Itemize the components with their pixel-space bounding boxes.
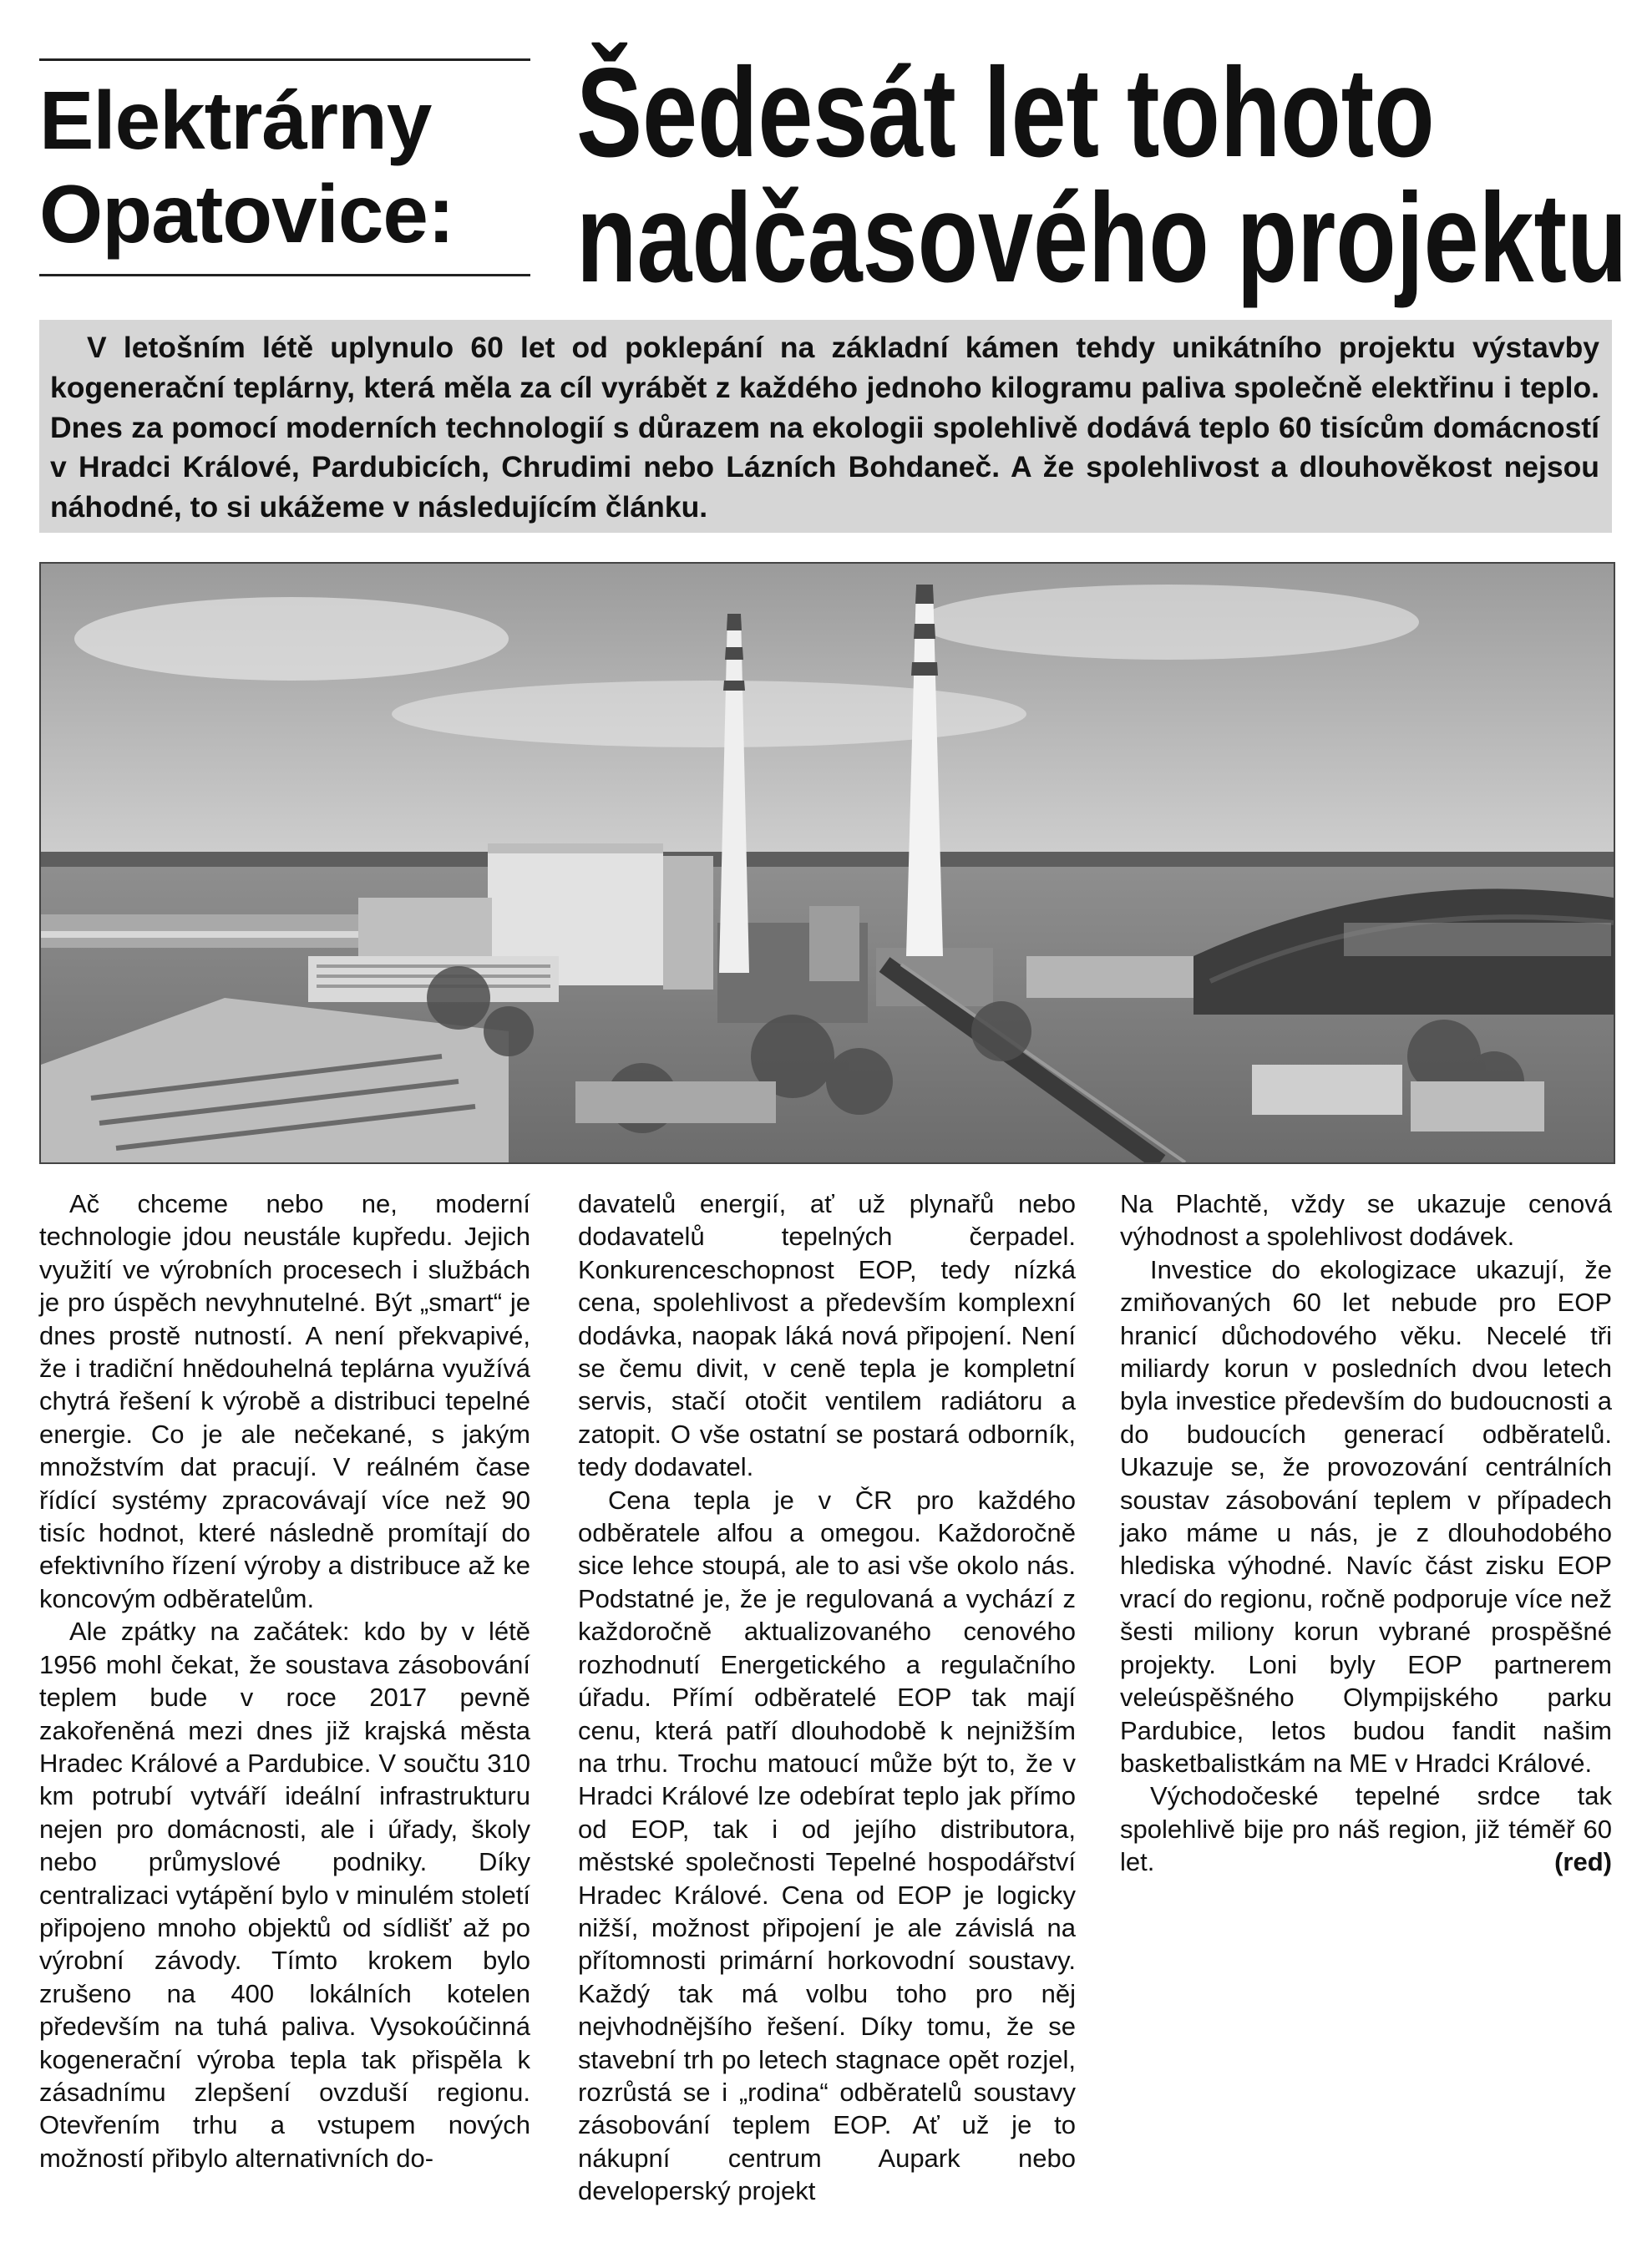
kicker-line-2: Opatovice: xyxy=(39,168,454,260)
paragraph: Východočeské tepelné srdce tak spolehlivě bije pro náš region, již téměř 60 let. xyxy=(1120,1781,1612,1877)
kicker-line-1: Elektrárny xyxy=(39,74,432,166)
power-plant-photo xyxy=(39,562,1615,1164)
paragraph: Na Plachtě, vždy se ukazuje cenová výhodnost a spolehlivost dodávek. xyxy=(1120,1189,1612,1252)
lead-text: V letošním létě uplynulo 60 let od poklepání na základní kámen tehdy unikátního projektu výstavby kogenerační teplárny, která měla za cíl vyrábět z každého jednoho kilogramu paliva společně elektřinu i teplo. Dnes za pomocí moderních technologií s důrazem na ekologii spolehlivě dodává teplo 60 tisícům domácností v Hradci Králové, Pardubicích, Chrudimi nebo Lázních Bohdaneč. A že spolehlivost a dlouhověkost nejsou náhodné, to si ukážeme v následujícím článku. xyxy=(50,331,1599,524)
headline xyxy=(576,42,1628,309)
author-signature: (red) xyxy=(1554,1847,1612,1877)
kicker xyxy=(39,73,540,261)
kicker-bottom-rule xyxy=(39,274,530,276)
article-column-1 xyxy=(39,1187,530,2174)
paragraph: Ale zpátky na začátek: kdo by v létě 1956 mohl čekat, že soustava zásobování teplem bude v roce 2017 pevně zakořeněná mezi dnes již krajská města Hradec Králové a Pardubice. V součtu 310 km potrubí vytváří ideální infrastrukturu nejen pro domácnosti, ale i úřady, školy nebo průmyslové podniky. Díky centralizaci vytápění bylo v minulém století připojeno mnoho objektů od sídlišť až po výrobní závody. Tímto krokem bylo zrušeno na 400 lokálních kotelen především na tuhá paliva. Vysokoúčinná kogenerační výroba tepla tak přispěla k zásadnímu zlepšení ovzduší regionu. Otevřením trhu a vstupem nových možností přibylo alternativních do- xyxy=(39,1617,530,2173)
headline-line-2: nadčasového projektu xyxy=(576,167,1628,309)
article-column-2 xyxy=(578,1187,1076,2208)
article-column-3 xyxy=(1120,1187,1612,1879)
paragraph: Investice do ekologizace ukazují, že zmiňovaných 60 let nebude pro EOP hranicí důchodového věku. Necelé tři miliardy korun v posledních dvou letech byla investice především do budoucnosti a do budoucích generací odběratelů. Ukazuje se, že provozování centrálních soustav zásobování teplem v případech jako máme u nás, je z dlouhodobého hlediska výhodné. Navíc část zisku EOP vrací do regionu, ročně podporuje více než šesti miliony korun vybrané prospěšné projekty. Loni byly EOP partnerem veleúspěšného Olympijského parku Pardubice, letos budou fandit našim basketbalistkám na ME v Hradci Králové. xyxy=(1120,1254,1612,1778)
paragraph: davatelů energií, ať už plynařů nebo dodavatelů tepelných čerpadel. Konkurenceschopnost EOP, tedy nízká cena, spolehlivost a především komplexní dodávka, naopak láká nová připojení. Není se čemu divit, v ceně tepla je kompletní servis, stačí otočit ventilem radiátoru a zatopit. O vše ostatní se postará odborník, tedy dodavatel. xyxy=(578,1189,1076,1482)
paragraph: Ač chceme nebo ne, moderní technologie jdou neustále kupředu. Jejich využití ve výrobních procesech i službách je pro úspěch nevyhnutelné. Být „smart“ je dnes prostě nutností. A není překvapivé, že i tradiční hnědouhelná teplárna využívá chytrá řešení k výrobě a distribuci tepelné energie. Co je ale nečekané, s jakým množstvím dat pracují. V reálném čase řídící systémy zpracovávají více než 90 tisíc hodnot, které následně promítají do efektivního řízení výroby a distribuce až ke koncovým odběratelům. xyxy=(39,1189,530,1613)
headline-line-1: Šedesát let tohoto xyxy=(576,42,1435,184)
lead-paragraph xyxy=(50,328,1599,528)
kicker-top-rule xyxy=(39,58,530,61)
power-plant-illustration xyxy=(41,564,1614,1162)
paragraph: Cena tepla je v ČR pro každého odběratele alfou a omegou. Každoročně sice lehce stoupá, ale to asi vše okolo nás. Podstatné je, že je regulovaná a vychází z každoročně aktualizovaného cenového rozhodnutí Energetického a regulačního úřadu. Přímí odběratelé EOP tak mají cenu, která patří dlouhodobě k nejnižším na trhu. Trochu matoucí může být to, že v Hradci Králové lze odebírat teplo jak přímo od EOP, tak i od jejího distributora, městské společnosti Tepelné hospodářství Hradec Králové. Cena od EOP je logicky nižší, možnost připojení je ale závislá na přítomnosti primární horkovodní soustavy. Každý tak má volbu toho pro něj nejvhodnějšího řešení. Díky tomu, že se stavební trh po letech stagnace opět rozjel, rozrůstá se i „rodina“ odběratelů soustavy zásobování teplem EOP. Ať už je to nákupní centrum Aupark nebo developerský projekt xyxy=(578,1485,1076,2206)
